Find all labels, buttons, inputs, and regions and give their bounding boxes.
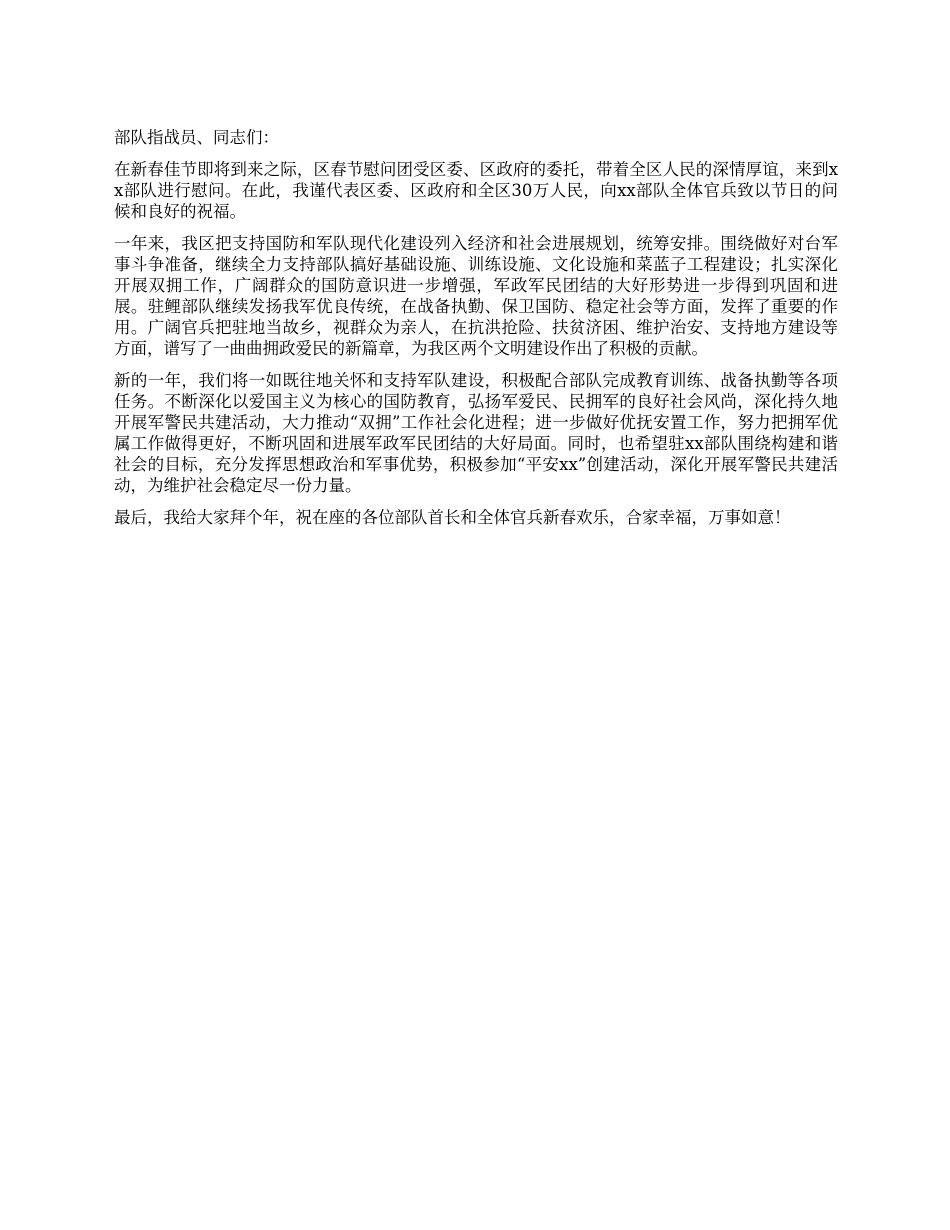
paragraph-past-year: 一年来，我区把支持国防和军队现代化建设列入经济和社会进展规划，统筹安排。围绕做好对台军事斗争准备，继续全力支持部队搞好基础设施、训练设施、文化设施和菜蓝子工程建设；扎实深化开展双拥工作，广阔群众的国防意识进一步增强，军政军民团结的大好形势进一步得到巩固和进展。驻鲤部队继续发扬我军优良传统，在战备执勤、保卫国防、稳定社会等方面，发挥了重要的作用。广阔官兵把驻地当故乡，视群众为亲人，在抗洪抢险、扶贫济困、维护治安、支持地方建设等方面，谱写了一曲曲拥政爱民的新篇章，为我区两个文明建设作出了积极的贡献。: [114, 234, 838, 358]
paragraph-closing: 最后，我给大家拜个年，祝在座的各位部队首长和全体官兵新春欢乐，合家幸福，万事如意！: [114, 508, 791, 527]
paragraph-new-year: 新的一年，我们将一如既往地关怀和支持军队建设，积极配合部队完成教育训练、战备执勤等各项任务。不断深化以爱国主义为核心的国防教育，弘扬军爱民、民拥军的良好社会风尚，深化持久地开展军警民共建活动，大力推动“双拥”工作社会化进程；进一步做好优抚安置工作，努力把拥军优属工作做得更好，不断巩固和进展军政军民团结的大好局面。同时，也希望驻xx部队围绕构建和谐社会的目标，充分发挥思想政治和军事优势，积极参加“平安xx”创建活动，深化开展军警民共建活动，为维护社会稳定尽一份力量。: [114, 371, 838, 495]
salutation: 部队指战员、同志们：: [114, 128, 279, 147]
document-body: [114, 127, 838, 539]
paragraph-greeting: 在新春佳节即将到来之际，区春节慰问团受区委、区政府的委托，带着全区人民的深情厚谊，来到xx部队进行慰问。在此，我谨代表区委、区政府和全区30万人民，向xx部队全体官兵致以节日的问候和良好的祝福。: [114, 160, 838, 221]
